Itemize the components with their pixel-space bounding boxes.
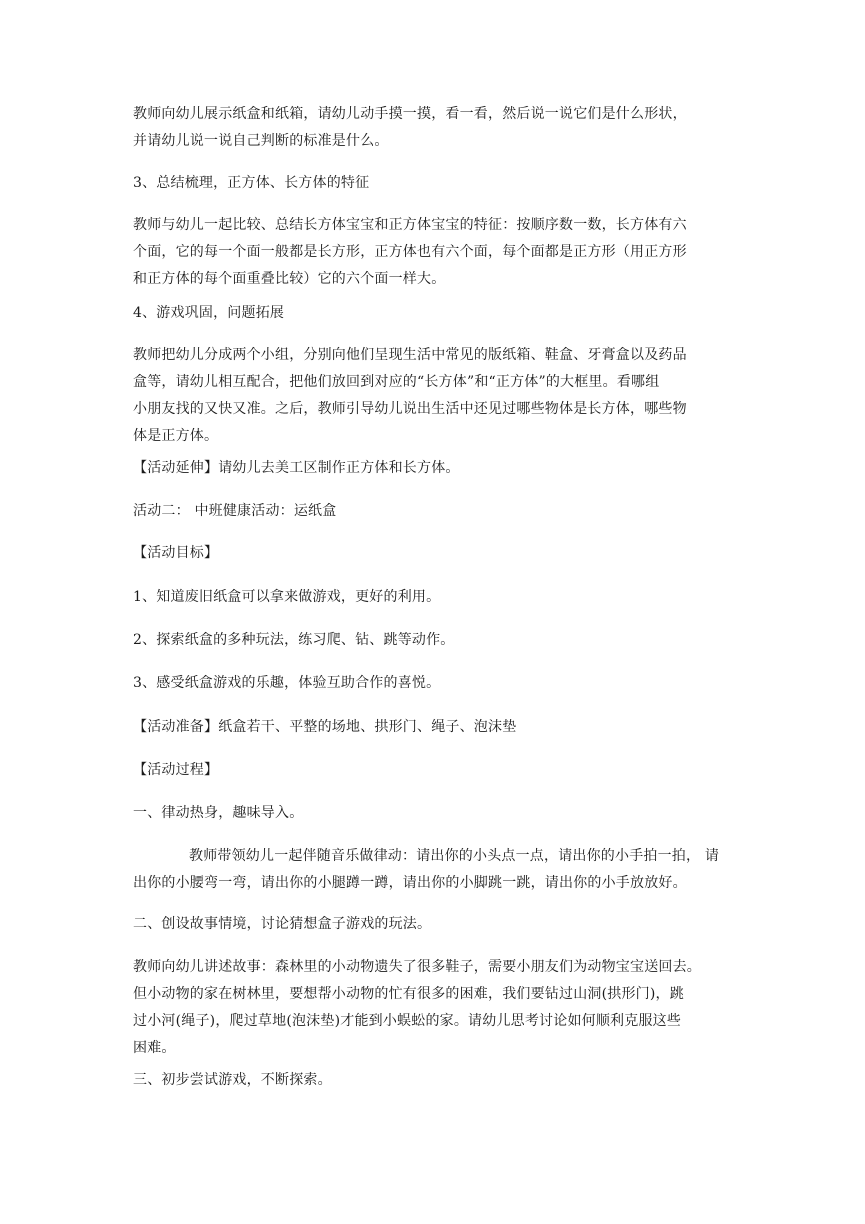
activity-goals-heading <box>133 540 745 567</box>
text-line: 并请幼儿说一说自己判断的标准是什么。 <box>133 133 389 149</box>
text-line: 个面，它的每一个面一般都是长方形，正方体也有六个面，每个面都是正方形（用正方形 <box>133 244 687 260</box>
text-line: 过小河(绳子)，爬过草地(泡沫垫)才能到小蜈蚣的家。请幼儿思考讨论如何顺利克服这些 <box>133 1013 682 1029</box>
text-line: 【活动目标】 <box>133 545 219 561</box>
text-line: 教师向幼儿展示纸盒和纸箱，请幼儿动手摸一摸，看一看，然后说一说它们是什么形状， <box>133 106 687 122</box>
activity-preparation <box>133 714 745 741</box>
text-line: 和正方体的每个面重叠比较）它的六个面一样大。 <box>133 271 446 287</box>
text-line: 体是正方体。 <box>133 428 219 444</box>
text-line: 3、总结梳理，正方体、长方体的特征 <box>133 175 370 191</box>
text-line: 2、探索纸盒的多种玩法，练习爬、钻、跳等动作。 <box>133 632 455 648</box>
text-line: 教师带领幼儿一起伴随音乐做律动：请出你的小头点一点，请出你的小手拍一拍， 请 <box>189 848 720 864</box>
paragraph-story <box>133 954 745 1062</box>
text-line: 3、感受纸盒游戏的乐趣，体验互助合作的喜悦。 <box>133 675 441 691</box>
text-line: 【活动准备】纸盒若干、平整的场地、拱形门、绳子、泡沫垫 <box>133 719 517 735</box>
text-line: 【活动过程】 <box>133 762 219 778</box>
activity-process-heading <box>133 757 745 784</box>
text-line: 二、创设故事情境，讨论猜想盒子游戏的玩法。 <box>133 916 432 932</box>
goal-item-1 <box>133 584 745 611</box>
step-two-heading <box>133 911 745 938</box>
step-three-heading <box>133 1067 745 1094</box>
paragraph-warmup <box>133 843 745 897</box>
text-line: 但小动物的家在树林里，要想帮小动物的忙有很多的困难，我们要钻过山洞(拱形门)，跳 <box>133 986 684 1002</box>
section-heading-game <box>133 300 745 327</box>
text-line: 4、游戏巩固，问题拓展 <box>133 305 285 321</box>
paragraph-features <box>133 212 745 293</box>
goal-item-3 <box>133 670 745 697</box>
activity-two-title <box>133 498 745 525</box>
paragraph-game <box>133 342 745 450</box>
text-line: 一、律动热身，趣味导入。 <box>133 805 304 821</box>
goal-item-2 <box>133 627 745 654</box>
step-one-heading <box>133 800 745 827</box>
text-line: 活动二： 中班健康活动：运纸盒 <box>133 503 337 519</box>
text-line: 1、知道废旧纸盒可以拿来做游戏，更好的利用。 <box>133 589 441 605</box>
text-line: 盒等，请幼儿相互配合，把他们放回到对应的“长方体”和“正方体”的大框里。看哪组 <box>133 374 660 390</box>
text-line: 教师把幼儿分成两个小组，分别向他们呈现生活中常见的版纸箱、鞋盒、牙膏盒以及药品 <box>133 347 687 363</box>
text-line: 出你的小腰弯一弯，请出你的小腿蹲一蹲，请出你的小脚跳一跳，请出你的小手放放好。 <box>133 875 687 891</box>
activity-extension <box>133 455 745 482</box>
paragraph-intro <box>133 101 745 155</box>
text-line: 三、初步尝试游戏，不断探索。 <box>133 1072 332 1088</box>
text-line: 【活动延伸】请幼儿去美工区制作正方体和长方体。 <box>133 460 460 476</box>
text-line: 教师向幼儿讲述故事：森林里的小动物遗失了很多鞋子，需要小朋友们为动物宝宝送回去。 <box>133 959 701 975</box>
text-line: 教师与幼儿一起比较、总结长方体宝宝和正方体宝宝的特征：按顺序数一数，长方体有六 <box>133 217 687 233</box>
section-heading-summary <box>133 170 745 197</box>
text-line: 困难。 <box>133 1040 176 1056</box>
text-line: 小朋友找的又快又准。之后，教师引导幼儿说出生活中还见过哪些物体是长方体，哪些物 <box>133 401 687 417</box>
